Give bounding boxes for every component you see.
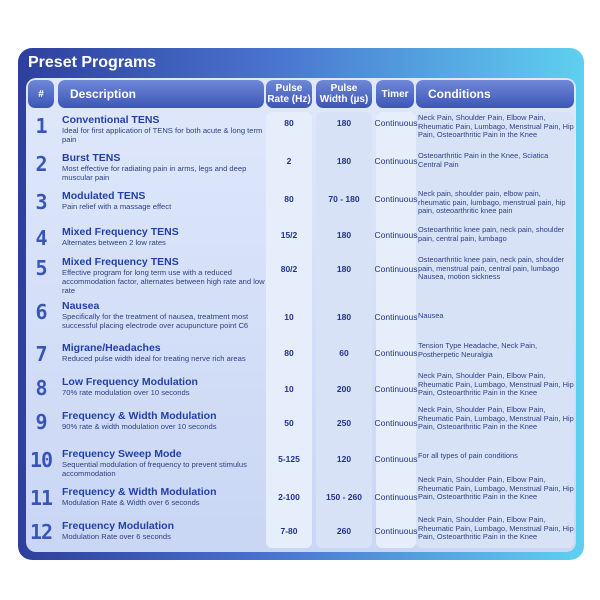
pulse-rate-value: 50 (284, 418, 294, 428)
program-title: Frequency & Width Modulation (62, 410, 217, 422)
program-number: 5 (35, 256, 47, 280)
table-header (26, 78, 576, 110)
program-number: 4 (35, 226, 47, 250)
program-description: Reduced pulse width ideal for treating nerve rich areas (62, 354, 246, 363)
program-number: 1 (35, 114, 47, 138)
conditions-text: Neck Pain, Shoulder Pain, Elbow Pain, Rheumatic Pain, Lumbago, Menstrual Pain, Hip Pain, Osteoarthritic Pain in the Knee (418, 405, 574, 432)
program-number: 9 (35, 410, 47, 434)
timer-value: Continuous (374, 348, 418, 358)
conditions-text: Nausea (418, 311, 444, 320)
conditions-text: Osteoarthritic knee pain, neck pain, shoulder pain, menstrual pain, central pain, lumbago Nausea, motion sickness (418, 255, 565, 282)
width-column-bg (316, 112, 372, 548)
header-pulse-width: Pulse Width (µs) (316, 80, 372, 108)
header-description: Description (58, 80, 264, 108)
timer-value: Continuous (374, 194, 418, 204)
pulse-rate-value: 80 (284, 348, 294, 358)
program-title: Conventional TENS (62, 114, 160, 126)
program-number: 8 (35, 376, 47, 400)
pulse-width-value: 150 - 260 (326, 492, 362, 502)
program-title: Frequency Modulation (62, 520, 175, 532)
programs-table (26, 78, 576, 552)
program-description: Pain relief with a massage effect (62, 202, 172, 211)
program-number: 11 (29, 486, 53, 510)
pulse-rate-value: 15/2 (280, 230, 298, 240)
program-title: Frequency Sweep Mode (62, 448, 182, 460)
pulse-rate-value: 2 (286, 156, 292, 166)
pulse-width-value: 120 (336, 454, 352, 464)
program-number: 2 (35, 152, 47, 176)
program-title: Migrane/Headaches (62, 342, 161, 354)
program-title: Mixed Frequency TENS (62, 226, 179, 238)
pulse-width-value: 70 - 180 (328, 194, 360, 204)
program-number: 10 (29, 448, 53, 472)
pulse-width-value: 60 (339, 348, 349, 358)
panel-title: Preset Programs (28, 54, 157, 71)
header-timer: Timer (376, 80, 414, 108)
program-title: Frequency & Width Modulation (62, 486, 217, 498)
conditions-text: Tension Type Headache, Neck Pain, Postherpetic Neuralgia (418, 341, 538, 359)
header-number: # (28, 80, 54, 108)
preset-programs-panel (18, 48, 584, 560)
program-description: Effective program for long term use with a reduced accommodation factor, alternates between high rate and low rate (62, 268, 265, 295)
pulse-rate-value: 5-125 (278, 454, 300, 464)
pulse-rate-value: 80 (284, 118, 294, 128)
pulse-width-value: 180 (336, 156, 352, 166)
program-title: Burst TENS (62, 152, 121, 164)
program-title: Modulated TENS (62, 190, 146, 202)
header-pulse-rate: Pulse Rate (Hz) (266, 80, 312, 108)
program-title: Mixed Frequency TENS (62, 256, 179, 268)
program-number: 3 (35, 190, 47, 214)
conditions-text: Neck Pain, Shoulder Pain, Elbow Pain, Rheumatic Pain, Lumbago, Menstrual Pain, Hip Pain, Osteoarthritic Pain in the Knee (418, 515, 574, 542)
timer-value: Continuous (374, 384, 418, 394)
program-description: Most effective for radiating pain in arms, legs and deep muscular pain (62, 164, 247, 182)
program-description: Ideal for first application of TENS for both acute & long term pain (62, 126, 263, 144)
program-description: Modulation Rate over 6 seconds (62, 532, 171, 541)
timer-value: Continuous (374, 230, 418, 240)
pulse-rate-value: 10 (284, 312, 294, 322)
program-description: Specifically for the treatment of nausea, treatment most successful placing electrode over acupuncture point C6 (62, 312, 249, 330)
pulse-rate-value: 80/2 (280, 264, 298, 274)
program-description: Modulation Rate & Width over 6 seconds (62, 498, 200, 507)
timer-value: Continuous (374, 312, 418, 322)
program-description: 70% rate modulation over 10 seconds (62, 388, 190, 397)
pulse-width-value: 180 (336, 264, 352, 274)
conditions-text: For all types of pain conditions (418, 451, 518, 460)
pulse-width-value: 180 (336, 230, 352, 240)
timer-value: Continuous (374, 156, 418, 166)
timer-value: Continuous (374, 264, 418, 274)
timer-value: Continuous (374, 118, 418, 128)
pulse-rate-value: 7-80 (280, 526, 298, 536)
timer-value: Continuous (374, 454, 418, 464)
conditions-text: Osteoarthritic Pain in the Knee, Sciatica Central Pain (418, 151, 549, 169)
program-description: Sequential modulation of frequency to prevent stimulus accommodation (62, 460, 247, 478)
conditions-text: Neck Pain, Shoulder Pain, Elbow Pain, Rheumatic Pain, Lumbago, Menstrual Pain, Hip Pain, Osteoarthritic Pain in the Knee (418, 475, 574, 502)
header-conditions: Conditions (416, 80, 574, 108)
conditions-text: Neck pain, shoulder pain, elbow pain, rheumatic pain, lumbago, menstrual pain, hip pain, osteoarthritic knee pain (418, 189, 566, 216)
program-number: 7 (35, 342, 47, 366)
timer-column-bg (376, 112, 416, 548)
program-description: Alternates between 2 low rates (62, 238, 166, 247)
program-title: Low Frequency Modulation (62, 376, 198, 388)
rate-column-bg (266, 112, 312, 548)
program-description: 90% rate & width modulation over 10 seconds (62, 422, 217, 431)
timer-value: Continuous (374, 492, 418, 502)
program-number: 12 (29, 520, 53, 544)
conditions-text: Neck Pain, Shoulder Pain, Elbow Pain, Rheumatic Pain, Lumbago, Menstrual Pain, Hip Pain, Osteoarthritic Pain in the Knee (418, 113, 574, 140)
pulse-width-value: 200 (336, 384, 352, 394)
timer-value: Continuous (374, 418, 418, 428)
program-title: Nausea (62, 300, 100, 312)
pulse-width-value: 180 (336, 312, 352, 322)
pulse-rate-value: 2-100 (278, 492, 300, 502)
pulse-rate-value: 10 (284, 384, 294, 394)
program-number: 6 (35, 300, 47, 324)
pulse-width-value: 180 (336, 118, 352, 128)
timer-value: Continuous (374, 526, 418, 536)
conditions-text: Osteoarthritic knee pain, neck pain, shoulder pain, central pain, lumbago (418, 225, 565, 243)
pulse-width-value: 260 (336, 526, 352, 536)
conditions-text: Neck Pain, Shoulder Pain, Elbow Pain, Rheumatic Pain, Lumbago, Menstrual Pain, Hip Pain, Osteoarthritic Pain in the Knee (418, 371, 574, 398)
pulse-width-value: 250 (336, 418, 352, 428)
pulse-rate-value: 80 (284, 194, 294, 204)
